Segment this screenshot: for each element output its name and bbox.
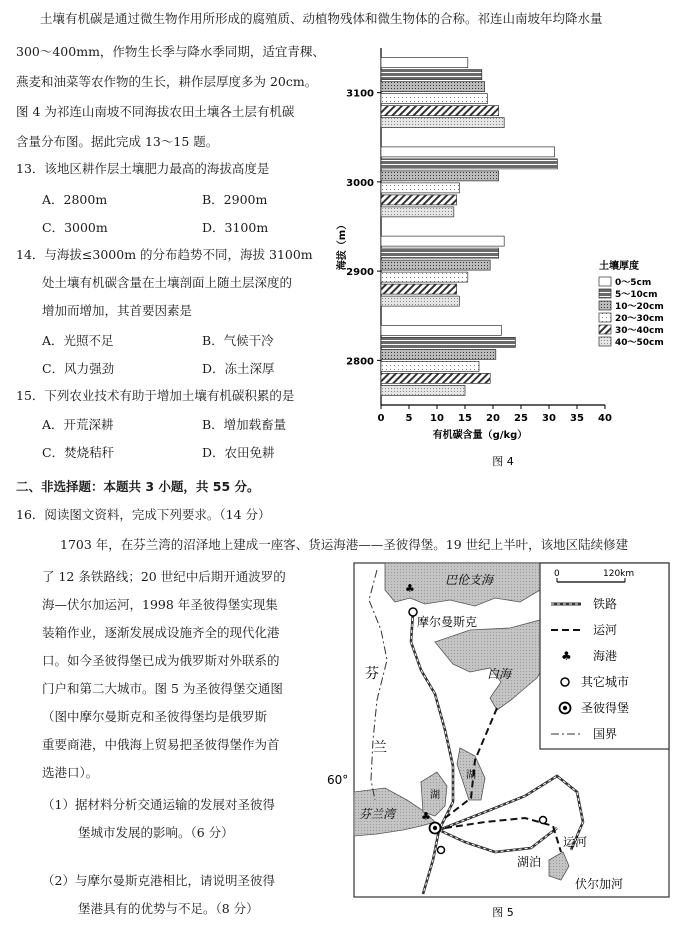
- q16-para-line-7: （图中摩尔曼斯克和圣彼得堡均是俄罗斯: [42, 709, 268, 724]
- q16-para-line-9: 选港口）。: [42, 765, 99, 780]
- q13-stem: 13．该地区耕作层土壤肥力最高的海拔高度是: [16, 161, 270, 176]
- q14-option-b[interactable]: B．气候干冷: [202, 333, 274, 348]
- figure-5-caption: 图 5: [492, 906, 514, 919]
- other-city-marker-1: [438, 847, 445, 854]
- bar-2800-series-1: [381, 325, 501, 335]
- y-axis-title: 海拔（m）: [337, 219, 348, 271]
- legend-entry: 0～5cm: [615, 278, 652, 288]
- murmansk-label: 摩尔曼斯克: [417, 615, 478, 629]
- x-tick-label: 0: [377, 413, 385, 424]
- q16-sub1-line-1: （1）据材料分析交通运输的发展对圣彼得: [42, 797, 275, 812]
- y-tick-label: 2800: [346, 356, 374, 368]
- legend-border-label: 国界: [593, 727, 618, 741]
- q16-para-line-1: 1703 年，在芬兰湾的沼泽地上建成一座客、货运海港——圣彼得堡。19 世纪上半叶，该地区陆续修建: [60, 537, 629, 552]
- legend-city-label: 其它城市: [581, 675, 630, 689]
- bar-2900-series-5: [381, 284, 457, 294]
- murmansk-port-icon: ♣: [405, 582, 415, 595]
- bar-3000-series-2: [381, 159, 557, 169]
- bar-3100-series-3: [381, 82, 485, 92]
- st-petersburg-port-icon: ♣: [421, 810, 431, 823]
- q13-option-a[interactable]: A．2800m: [42, 192, 108, 207]
- legend-canal-label: 运河: [593, 623, 618, 637]
- q16-para-line-8: 重要商港，中俄海上贸易把圣彼得堡作为首: [42, 737, 280, 752]
- legend-rail-label: 铁路: [593, 597, 618, 611]
- bar-2900-series-3: [381, 260, 490, 270]
- q15-option-a[interactable]: A．开荒深耕: [42, 417, 114, 432]
- bar-2800-series-6: [381, 385, 465, 395]
- legend-swatch: [599, 301, 611, 310]
- bar-2800-series-2: [381, 337, 515, 347]
- legend-title: 土壤厚度: [599, 261, 639, 272]
- legend-entry: 20～30cm: [615, 314, 664, 324]
- bar-3100-series-5: [381, 106, 499, 116]
- white-sea-label: 白海: [487, 667, 512, 681]
- q14-stem-line-2: 处土壤有机碳含量在土壤剖面上随土层深度的: [42, 275, 293, 290]
- legend-port-label: 海港: [593, 649, 618, 663]
- y-tick-label: 3100: [346, 88, 374, 100]
- latitude-60-label: 60°: [327, 773, 349, 787]
- q14-stem-line-3: 增加而增加，其首要因素是: [42, 303, 193, 318]
- q16-para-line-4: 装箱作业，逐渐发展成设施齐全的现代化港: [42, 625, 280, 640]
- bar-3000-series-6: [381, 207, 454, 217]
- bar-3000-series-1: [381, 147, 555, 157]
- q15-option-c[interactable]: C．焚烧秸秆: [42, 445, 115, 460]
- y-tick-label: 2900: [346, 267, 374, 279]
- bar-2900-series-1: [381, 236, 504, 246]
- x-tick-label: 35: [570, 413, 584, 424]
- canal-label: 运河: [563, 835, 588, 849]
- q14-option-d[interactable]: D．冻土深厚: [202, 361, 275, 376]
- country-finland-char-1: 芬: [365, 666, 379, 682]
- q16-para-line-2: 了 12 条铁路线；20 世纪中后期开通波罗的: [42, 569, 286, 584]
- other-city-marker-2: [540, 817, 547, 824]
- bar-2800-series-4: [381, 361, 479, 371]
- q16-para-line-3: 海—伏尔加运河，1998 年圣彼得堡实现集: [42, 597, 278, 612]
- intro-line-2: 300～400mm，作物生长季与降水季同期，适宜青稞、: [16, 44, 325, 59]
- scale-distance-label: 120km: [603, 569, 635, 579]
- country-finland-char-2: 兰: [373, 740, 387, 756]
- bar-2900-series-4: [381, 272, 468, 282]
- bar-2900-series-6: [381, 296, 459, 306]
- intro-line-3: 燕麦和油菜等农作物的生长，耕作层厚度多为 20cm。: [16, 74, 318, 89]
- figure-4-bar-chart: [325, 40, 680, 470]
- q15-option-b[interactable]: B．增加载畜量: [202, 417, 287, 432]
- q16-sub1-line-2: 堡城市发展的影响。（6 分）: [78, 825, 234, 840]
- q16-sub2-line-2: 堡港具有的优势与不足。（8 分）: [78, 901, 259, 916]
- legend-swatch: [599, 289, 611, 298]
- x-tick-label: 20: [486, 413, 500, 424]
- figure-5-map: [325, 560, 680, 925]
- legend-swatch: [599, 277, 611, 286]
- x-tick-label: 15: [458, 413, 472, 424]
- legend-port-icon: ♣: [561, 649, 572, 663]
- lake-label-2: 湖: [466, 770, 476, 781]
- gulf-of-finland-label: 芬兰湾: [359, 807, 396, 821]
- section-2-heading: 二、非选择题：本题共 3 小题，共 55 分。: [16, 479, 260, 494]
- bar-3000-series-3: [381, 171, 499, 181]
- bar-3000-series-4: [381, 183, 459, 193]
- q13-option-d[interactable]: D．3100m: [202, 220, 269, 235]
- bar-3100-series-1: [381, 58, 468, 68]
- q16-para-line-6: 门户和第二大城市。图 5 为圣彼得堡交通图: [42, 681, 283, 696]
- murmansk-city-marker: [409, 608, 417, 616]
- q15-option-d[interactable]: D．农田免耕: [202, 445, 275, 460]
- barents-sea-label: 巴伦支海: [445, 573, 494, 587]
- q13-option-b[interactable]: B．2900m: [202, 192, 268, 207]
- legend-entry: 30～40cm: [615, 326, 664, 336]
- q16-para-line-5: 口。如今圣彼得堡已成为俄罗斯对外联系的: [42, 653, 280, 668]
- q16-sub2-line-1: （2）与摩尔曼斯克港相比，请说明圣彼得: [42, 873, 275, 888]
- y-tick-label: 3000: [346, 177, 374, 189]
- q14-option-a[interactable]: A．光照不足: [42, 333, 114, 348]
- legend-entry: 5～10cm: [615, 290, 658, 300]
- legend-entry: 40～50cm: [615, 338, 664, 348]
- x-tick-label: 30: [542, 413, 556, 424]
- legend-entry: 10～20cm: [615, 302, 664, 312]
- bar-3100-series-6: [381, 118, 504, 128]
- legend-swatch: [599, 325, 611, 334]
- x-axis-title: 有机碳含量（g/kg）: [432, 430, 528, 441]
- q14-stem-line-1: 14．与海拔≤3000m 的分布趋势不同，海拔 3100m: [16, 247, 313, 262]
- x-tick-label: 10: [430, 413, 444, 424]
- scale-zero-label: 0: [554, 569, 560, 579]
- volga-river-label: 伏尔加河: [575, 877, 624, 891]
- q13-option-c[interactable]: C．3000m: [42, 220, 108, 235]
- intro-line-5: 含量分布图。据此完成 13～15 题。: [16, 134, 219, 149]
- legend-spb-label: 圣彼得堡: [581, 701, 630, 715]
- q16-stem: 16．阅读图文资料，完成下列要求。（14 分）: [16, 507, 271, 522]
- bar-3000-series-5: [381, 195, 457, 205]
- bar-3100-series-4: [381, 94, 487, 104]
- lake-label-3: 湖泊: [517, 855, 542, 869]
- legend-swatch: [599, 313, 611, 322]
- figure-4-caption: 图 4: [492, 455, 514, 468]
- intro-line-4: 图 4 为祁连山南坡不同海拔农田土壤各土层有机碳: [16, 104, 295, 119]
- x-tick-label: 25: [514, 413, 528, 424]
- bar-3100-series-2: [381, 70, 482, 80]
- q15-stem: 15．下列农业技术有助于增加土壤有机碳积累的是: [16, 388, 295, 403]
- bar-2800-series-5: [381, 373, 490, 383]
- bar-2800-series-3: [381, 349, 496, 359]
- legend-swatch: [599, 337, 611, 346]
- intro-line-1: 土壤有机碳是通过微生物作用所形成的腐殖质、动植物残体和微生物体的合称。祁连山南坡年均降水量: [40, 11, 603, 26]
- x-tick-label: 40: [598, 413, 612, 424]
- x-tick-label: 5: [405, 413, 413, 424]
- bar-2900-series-2: [381, 248, 499, 258]
- q14-option-c[interactable]: C．风力强劲: [42, 361, 115, 376]
- legend-city-symbol: [561, 678, 569, 686]
- lake-label-1: 湖: [430, 790, 440, 801]
